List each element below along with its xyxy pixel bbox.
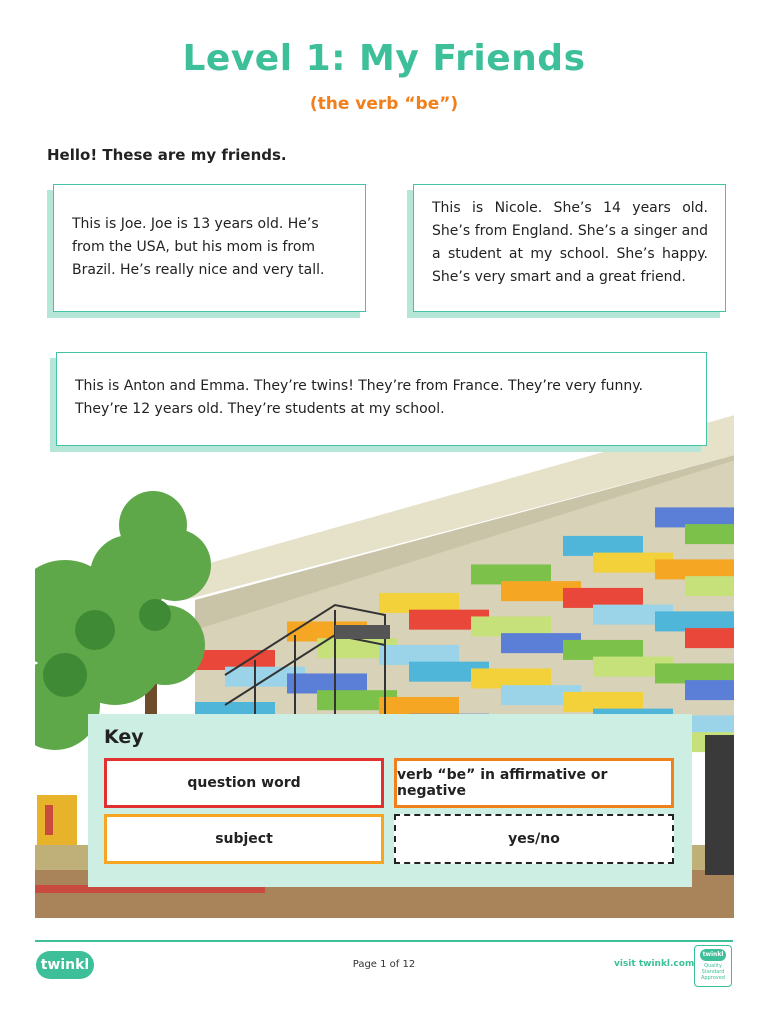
page-number: Page 1 of 12 xyxy=(352,959,416,970)
facade-panel xyxy=(685,680,734,700)
key-question-word: question word xyxy=(104,758,384,808)
key-panel xyxy=(88,714,692,887)
key-yes-no: yes/no xyxy=(394,814,674,864)
quality-badge-icon xyxy=(694,945,732,987)
badge-text: Quality Standard Approved xyxy=(701,963,725,981)
twinkl-logo[interactable]: twinkl xyxy=(36,951,94,979)
friend-description: This is Anton and Emma. They’re twins! They’re from France. They’re very funny. They’re 12 years old. They’re students at my school. xyxy=(75,378,643,417)
facade-panel xyxy=(685,576,734,596)
intro-text: Hello! These are my friends. xyxy=(47,146,287,164)
page-subtitle: (the verb “be”) xyxy=(309,94,459,114)
visit-link[interactable]: visit twinkl.com xyxy=(614,959,695,969)
facade-panel xyxy=(685,628,734,648)
facade-panel xyxy=(685,524,734,544)
key-subject: subject xyxy=(104,814,384,864)
badge-logo: twinkl xyxy=(700,949,726,961)
key-title: Key xyxy=(104,726,144,748)
friend-description: This is Joe. Joe is 13 years old. He’s from the USA, but his mom is from Brazil. He’s really nice and very tall. xyxy=(72,216,325,278)
friend-card-twins xyxy=(56,352,707,446)
footer-divider xyxy=(35,940,733,942)
key-verb-be: verb “be” in affirmative or negative xyxy=(394,758,674,808)
friend-card-joe xyxy=(53,184,366,312)
page-title: Level 1: My Friends xyxy=(182,38,586,79)
friend-card-nicole xyxy=(413,184,726,312)
friend-description: This is Nicole. She’s 14 years old. She’s from England. She’s a singer and a student at my school. She’s happy. She’s very smart and a great friend. xyxy=(432,200,708,285)
